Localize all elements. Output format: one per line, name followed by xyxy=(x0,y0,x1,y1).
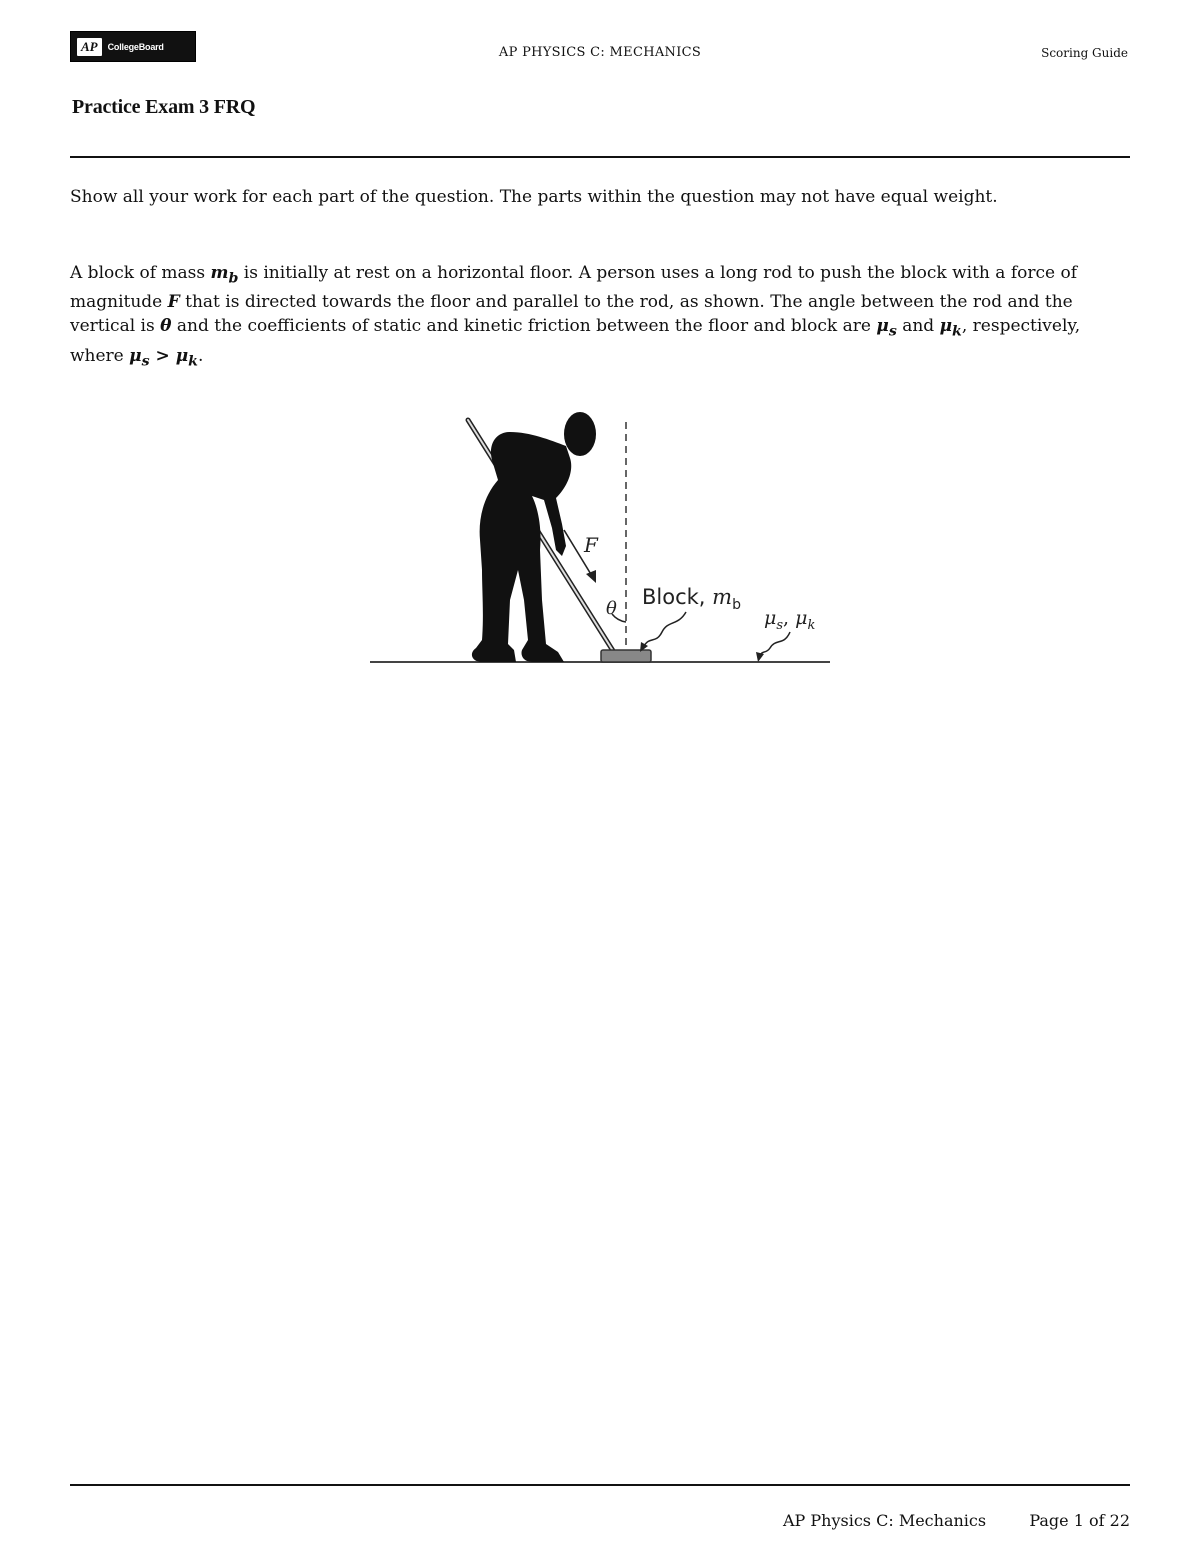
mu-k-variable: $\mu_k$ xyxy=(175,345,198,370)
friction-label: $\mu_s$, $\mu_k$ xyxy=(764,607,816,633)
theta-label: θ xyxy=(606,598,617,619)
stem-text: . xyxy=(197,345,204,366)
header-subject: AP PHYSICS C: MECHANICS xyxy=(498,45,702,60)
stem-text: A block of mass xyxy=(70,263,211,283)
footer-divider xyxy=(70,1484,1130,1486)
question-stem xyxy=(70,261,1130,373)
mass-variable: $m_b$ xyxy=(210,263,239,287)
stem-text: is initially at rest on a horizontal floor. A person uses a long rod to push the block with a force of magnitude xyxy=(70,263,1077,313)
greater-than: > xyxy=(149,345,176,366)
block-pointer xyxy=(644,612,686,646)
ap-logo-mark: AP xyxy=(77,38,102,56)
stem-text: and the coefficients of static and kinetic friction between the floor and block are xyxy=(171,316,877,337)
stem-text: , respectively, where xyxy=(70,316,1081,366)
arrowhead-icon xyxy=(756,652,764,662)
page-title: Practice Exam 3 FRQ xyxy=(72,96,256,118)
stem-text: and xyxy=(896,316,940,337)
mu-s-variable: $\mu_s$ xyxy=(876,316,897,340)
force-label: F xyxy=(584,533,598,557)
block-label: Block, $m_b$ xyxy=(642,585,741,613)
block xyxy=(601,650,651,662)
college-board-wordmark: CollegeBoard xyxy=(107,41,164,52)
footer-page-number: Page 1 of 22 xyxy=(1029,1511,1130,1530)
footer-course: AP Physics C: Mechanics xyxy=(783,1511,987,1530)
force-variable: F xyxy=(167,292,180,313)
arrowhead-icon xyxy=(586,570,596,583)
theta-variable: θ xyxy=(160,316,172,337)
header-scoring-guide: Scoring Guide xyxy=(1041,46,1128,60)
physics-figure xyxy=(360,400,840,670)
mu-s-variable: $\mu_s$ xyxy=(129,345,150,370)
header-divider xyxy=(70,156,1130,158)
mu-k-variable: $\mu_k$ xyxy=(939,316,962,340)
person-silhouette xyxy=(472,412,596,662)
instructions: Show all your work for each part of the question. The parts within the question may not have equal weight. xyxy=(70,187,998,207)
friction-pointer xyxy=(760,632,790,656)
stem-text: that is directed towards the floor and parallel to the rod, as shown. The angle between the rod and the vertical is xyxy=(70,292,1073,337)
